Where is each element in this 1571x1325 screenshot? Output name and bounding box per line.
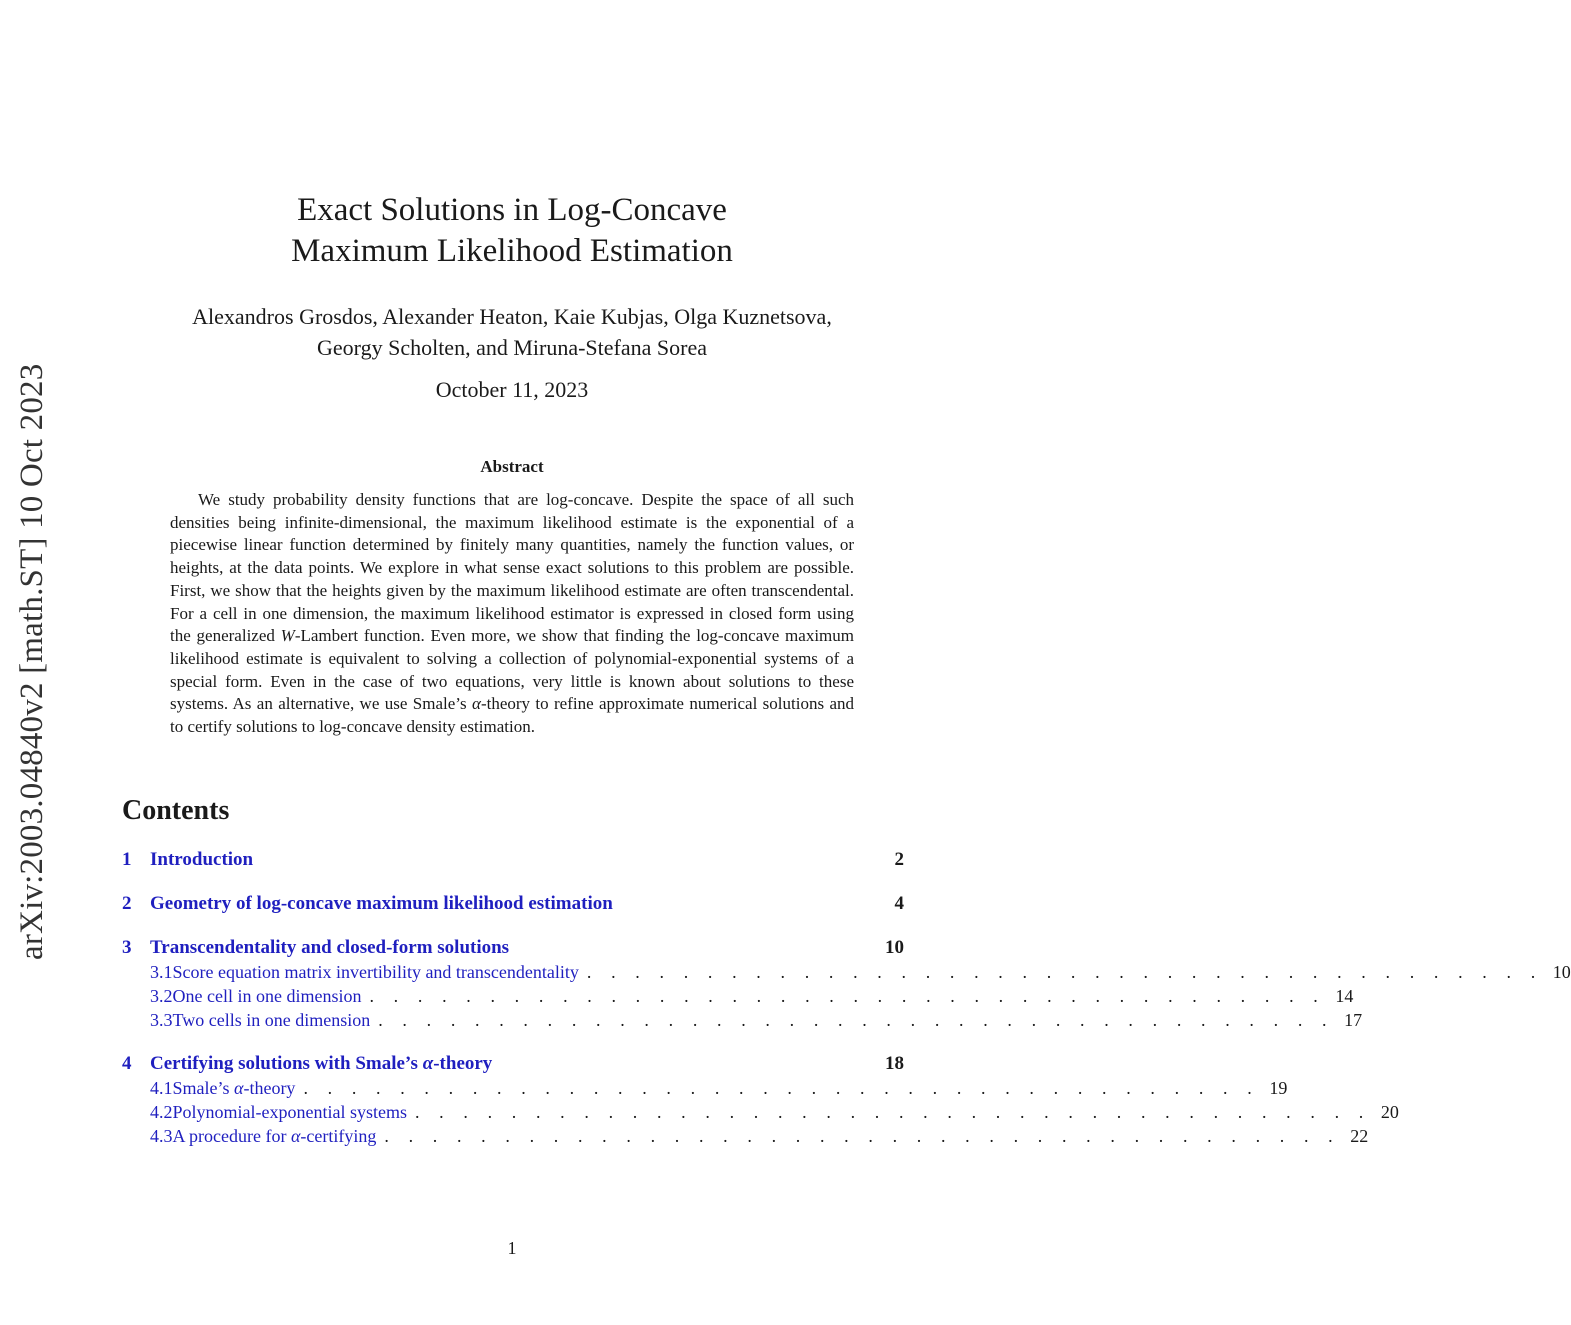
toc-title-text: Certifying solutions with Smale’s	[150, 1053, 423, 1074]
toc-subsection-3-2[interactable]	[122, 986, 1354, 1007]
w-symbol: W	[280, 626, 295, 646]
abstract-heading: Abstract	[480, 457, 544, 476]
toc-subsection-3-3[interactable]	[122, 1010, 1363, 1031]
toc-leader-dots: . . . . . . . . . . . . . . . . . . . . . . . . . . . . . . . . . . . . . . . .	[414, 1102, 1371, 1122]
toc-subsection-title[interactable]	[173, 1126, 377, 1147]
contents-heading: Contents	[122, 795, 230, 826]
toc-subsection-page[interactable]: 10	[1552, 962, 1571, 982]
toc-subsection-title[interactable]	[173, 1078, 296, 1099]
toc-section-title[interactable]: Geometry of log-concave maximum likelihood estimation	[150, 893, 613, 914]
toc-subsection-number: 3.3	[150, 1010, 173, 1030]
arxiv-side-stamp: arXiv:2003.04840v2 [math.ST] 10 Oct 2023	[14, 363, 50, 960]
title-line-2: Maximum Likelihood Estimation	[291, 233, 733, 269]
toc-subsection-number: 3.1	[150, 962, 173, 982]
toc-section-page[interactable]: 4	[894, 893, 904, 914]
toc-section-1[interactable]	[122, 849, 904, 871]
toc-section-3[interactable]	[122, 937, 904, 959]
toc-leader-dots: . . . . . . . . . . . . . . . . . . . . . . . . . . . . . . . . . . . . . . . .	[303, 1078, 1260, 1098]
alpha-symbol: α	[290, 1126, 301, 1146]
title-line-1: Exact Solutions in Log-Concave	[297, 192, 727, 228]
toc-section-number: 4	[122, 1053, 132, 1074]
alpha-symbol: α	[234, 1078, 244, 1098]
toc-title-text: -certifying	[300, 1126, 377, 1146]
toc-subsection-title[interactable]: Score equation matrix invertibility and transcendentality	[172, 962, 579, 982]
alpha-symbol: α	[472, 694, 481, 714]
toc-subsection-page[interactable]: 19	[1269, 1078, 1288, 1098]
toc-subsection-page[interactable]: 20	[1380, 1102, 1399, 1122]
toc-subsection-page[interactable]: 14	[1335, 986, 1354, 1006]
abstract-text-2: -Lambert function. Even more, we show that finding the log-concave maximum likelihood estimate is equivalent to solving a collection of polynomial-exponential systems of a special form. Even in the case of two equations, very little is known about solutions to these systems. As an alternative, we use Smale’s	[170, 626, 854, 714]
toc-title-text: Smale’s	[172, 1078, 234, 1098]
toc-subsection-4-2[interactable]	[122, 1102, 1399, 1123]
toc-subsection-number: 4.2	[150, 1102, 173, 1122]
authors-line-2: Georgy Scholten, and Miruna-Stefana Sorea	[317, 335, 707, 360]
toc-subsection-3-1[interactable]	[122, 962, 1571, 983]
alpha-symbol: α	[422, 1053, 434, 1074]
toc-subsection-4-3[interactable]	[122, 1126, 1369, 1147]
author-list	[0, 301, 1024, 363]
toc-title-text: -theory	[433, 1053, 493, 1074]
toc-section-page[interactable]: 2	[894, 849, 904, 870]
toc-section-number: 2	[122, 893, 132, 914]
toc-subsection-title[interactable]: One cell in one dimension	[172, 986, 362, 1006]
toc-leader-dots: . . . . . . . . . . . . . . . . . . . . . . . . . . . . . . . . . . . . . . . .	[369, 986, 1326, 1006]
toc-leader-dots: . . . . . . . . . . . . . . . . . . . . . . . . . . . . . . . . . . . . . . . .	[384, 1126, 1341, 1146]
authors-line-1: Alexandros Grosdos, Alexander Heaton, Kaie Kubjas, Olga Kuznetsova,	[192, 304, 832, 329]
abstract-body	[170, 489, 854, 739]
toc-section-number: 1	[122, 849, 132, 870]
toc-section-page[interactable]: 18	[885, 1053, 904, 1074]
toc-section-title[interactable]: Introduction	[150, 849, 254, 870]
abstract-text-3: -theory to refine approximate numerical solutions and to certify solutions to log-concave density estimation.	[170, 694, 854, 737]
toc-title-text: -theory	[243, 1078, 296, 1098]
toc-section-4[interactable]	[122, 1053, 904, 1075]
abstract-text-1: We study probability density functions that are log-concave. Despite the space of all such densities being infinite-dimensional, the maximum likelihood estimate is the exponential of a piecewise linear function determined by finitely many quantities, namely the function values, or heights, at the data points. We explore in what sense exact solutions to this problem are possible. First, we show that the heights given by the maximum likelihood estimate are often transcendental. For a cell in one dimension, the maximum likelihood estimator is expressed in closed form using the generalized	[170, 490, 854, 646]
toc-section-page[interactable]: 10	[885, 937, 904, 958]
toc-leader-dots: . . . . . . . . . . . . . . . . . . . . . . . . . . . . . . . . . . . . . . . .	[586, 962, 1543, 982]
toc-title-text: A procedure for	[172, 1126, 291, 1146]
toc-section-title[interactable]	[150, 1053, 492, 1075]
toc-subsection-title[interactable]: Polynomial-exponential systems	[172, 1102, 407, 1122]
toc-section-number: 3	[122, 937, 132, 958]
toc-subsection-title[interactable]: Two cells in one dimension	[172, 1010, 371, 1030]
paper-date: October 11, 2023	[435, 377, 589, 402]
toc-section-title[interactable]: Transcendentality and closed-form solutions	[150, 937, 510, 958]
toc-subsection-number: 3.2	[150, 986, 173, 1006]
paper-title	[0, 190, 1024, 272]
toc-subsection-4-1[interactable]	[122, 1078, 1288, 1099]
toc-leader-dots: . . . . . . . . . . . . . . . . . . . . . . . . . . . . . . . . . . . . . . . .	[378, 1010, 1335, 1030]
toc-subsection-number: 4.1	[150, 1078, 173, 1098]
toc-subsection-page[interactable]: 17	[1344, 1010, 1363, 1030]
page-number: 1	[507, 1238, 517, 1258]
toc-section-2[interactable]	[122, 893, 904, 915]
toc-subsection-page[interactable]: 22	[1350, 1126, 1369, 1146]
toc-subsection-number: 4.3	[150, 1126, 173, 1146]
